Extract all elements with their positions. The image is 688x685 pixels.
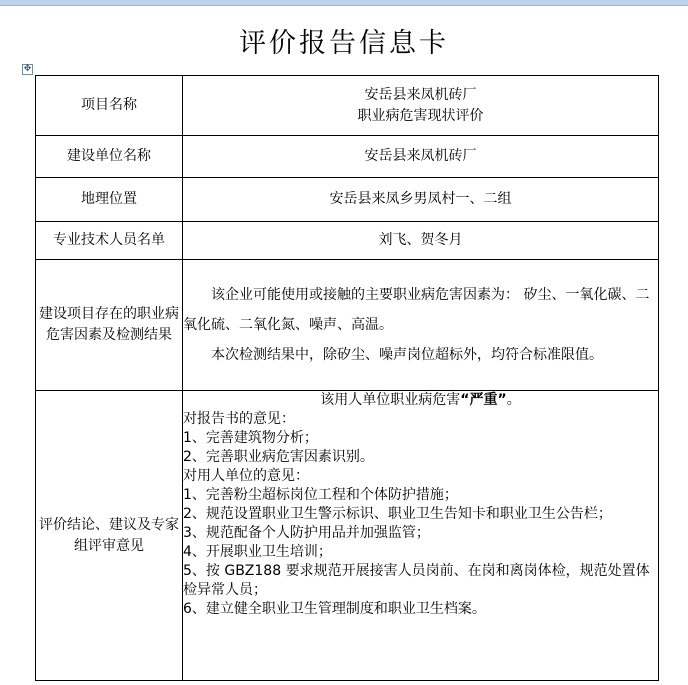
employer-opinion-item: 6、建立健全职业卫生管理制度和职业卫生档案。 — [183, 601, 486, 617]
project-value-line2: 职业病危害现状评价 — [357, 107, 484, 124]
page-title: 评价报告信息卡 — [239, 28, 449, 59]
hazards-paragraph-2: 本次检测结果中，除矽尘、噪声岗位超标外，均符合标准限值。 — [211, 347, 603, 363]
headline-prefix: 该用人单位职业病危害 — [320, 392, 461, 408]
headline-severity: “严重” — [460, 392, 507, 408]
row-conclusion — [36, 391, 659, 681]
conclusion-headline — [183, 391, 658, 410]
row-staff — [36, 222, 659, 260]
report-opinion-item: 1、完善建筑物分析； — [183, 430, 318, 446]
unit-value: 安岳县来凤机砖厂 — [183, 136, 659, 178]
row-location — [36, 178, 659, 222]
row-unit — [36, 136, 659, 178]
headline-suffix: 。 — [506, 392, 521, 408]
row-project — [36, 76, 659, 136]
staff-value: 刘飞、贺冬月 — [183, 222, 659, 260]
conclusion-label: 评价结论、建议及专家组评审意见 — [36, 391, 183, 681]
hazards-value — [183, 260, 659, 391]
table-move-handle-icon[interactable]: ✥ — [23, 64, 32, 74]
staff-label: 专业技术人员名单 — [36, 222, 183, 260]
info-card-table — [35, 75, 659, 681]
project-value-line1: 安岳县来凤机砖厂 — [364, 86, 477, 103]
project-label: 项目名称 — [36, 76, 183, 136]
hazards-paragraph-1: 该企业可能使用或接触的主要职业病危害因素为： 矽尘、一氧化碳、二氧化硫、二氧化氮、噪声、高温。 — [183, 287, 650, 333]
hazards-label: 建设项目存在的职业病危害因素及检测结果 — [36, 260, 183, 391]
report-opinion-item: 2、完善职业病危害因素识别。 — [183, 449, 374, 465]
employer-opinion-item: 3、规范配备个人防护用品并加强监管； — [183, 525, 430, 541]
employer-opinion-item: 4、开展职业卫生培训； — [183, 544, 332, 560]
row-hazards — [36, 260, 659, 391]
location-label: 地理位置 — [36, 178, 183, 222]
employer-opinions-heading: 对用人单位的意见： — [183, 468, 309, 484]
window-top-border — [0, 0, 688, 6]
conclusion-value — [183, 391, 659, 681]
project-value — [183, 76, 659, 136]
employer-opinion-item: 2、规范设置职业卫生警示标识、职业卫生告知卡和职业卫生公告栏； — [183, 506, 612, 522]
unit-label: 建设单位名称 — [36, 136, 183, 178]
employer-opinion-item: 1、完善粉尘超标岗位工程和个体防护措施； — [183, 487, 458, 503]
employer-opinion-item: 5、按 GBZ188 要求规范开展接害人员岗前、在岗和离岗体检，规范处置体检异常人员； — [183, 563, 650, 598]
location-value: 安岳县来凤乡男凤村一、二组 — [183, 178, 659, 222]
report-opinions-heading: 对报告书的意见： — [183, 411, 295, 427]
